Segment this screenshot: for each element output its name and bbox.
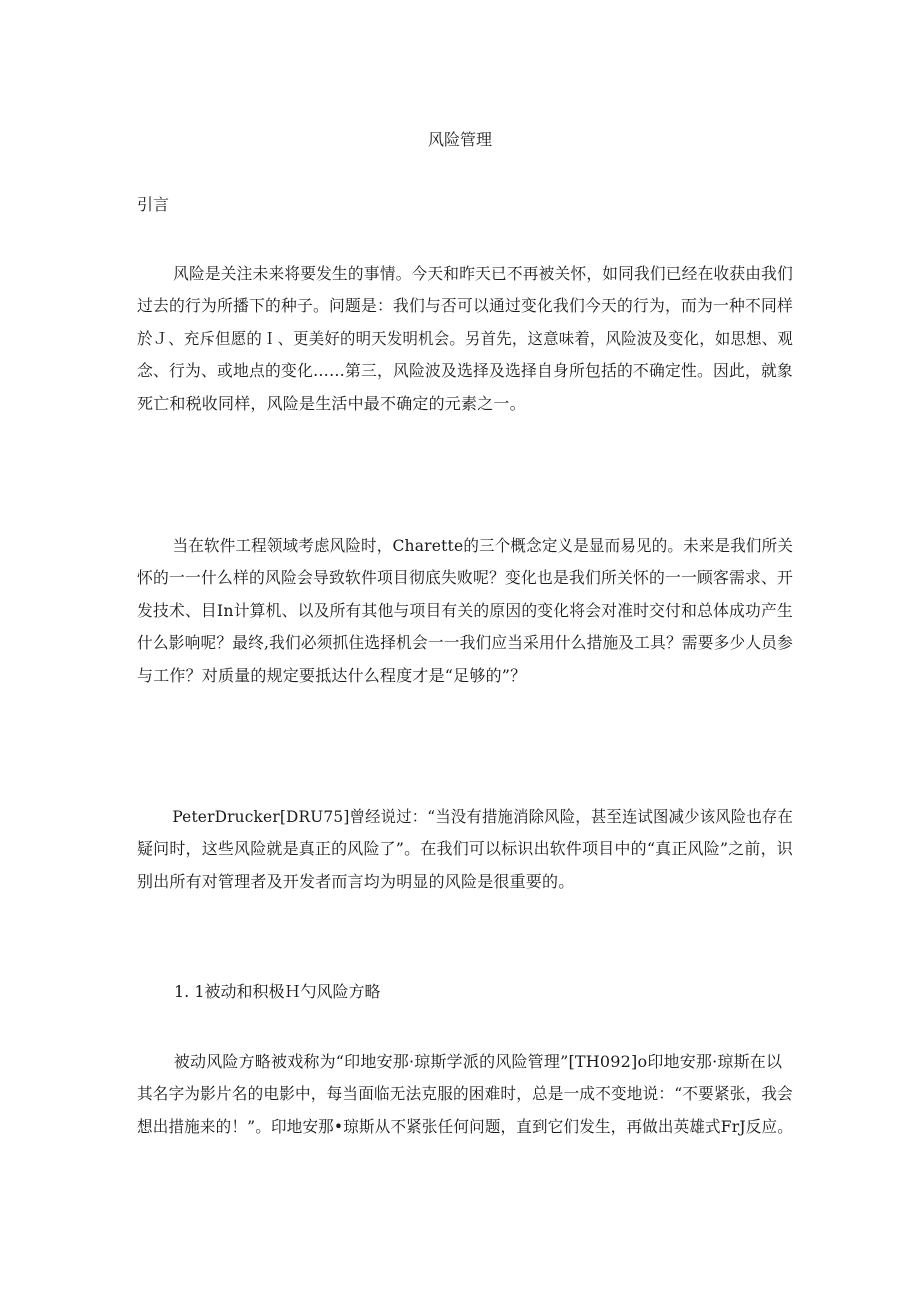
paragraph-line: 其名字为影片名的电影中，每当面临无法克服的困难时，总是一成不变地说：“不要紧张，我会 (137, 1084, 793, 1104)
paragraph-1 (137, 258, 793, 420)
paragraph-line: PeterDrucker[DRU75]曾经说过：“当没有措施消除风险，甚至连试图减少该风险也存在 (172, 807, 794, 826)
paragraph-line: 疑问时，这些风险就是真正的风险了”。在我们可以标识出软件项目中的“真正风险”之前，识 (137, 839, 793, 859)
document-title: 风险管理 (427, 130, 492, 149)
paragraph-line: 别出所有对管理者及开发者而言均为明显的风险是很重要的。 (137, 871, 575, 891)
paragraph-2 (137, 530, 793, 692)
section-heading: 1. 1被动和积极Ｈ勺风险方略 (174, 982, 381, 1001)
paragraph-line: 死亡和税收同样，风险是生活中最不确定的元素之一。 (137, 393, 526, 413)
paragraph-line: 过去的行为所播下的种子。问题是：我们与否可以通过变化我们今天的行为，而为一种不同样 (137, 296, 793, 316)
paragraph-line: 当在软件工程领域考虑风险时，Charette的三个概念定义是显而易见的。未来是我们所关 (172, 536, 794, 555)
paragraph-line: 发技术、目In计算机、以及所有其他与项目有关的原因的变化将会对准时交付和总体成功产生 (137, 600, 793, 620)
paragraph-3 (137, 801, 793, 898)
paragraph-line: 被动风险方略被戏称为“印地安那·琼斯学派的风险管理”[TH092]o印地安那·琼斯在以 (173, 1052, 783, 1071)
paragraph-line: 於Ｊ、充斥但愿的Ｉ、更美好的明天发明机会。另首先，这意味着，风险波及变化，如思想、观 (137, 328, 793, 348)
paragraph-line: 风险是关注未来将要发生的事情。今天和昨天已不再被关怀，如同我们已经在收获由我们 (173, 264, 793, 283)
paragraph-line: 怀的一一什么样的风险会导致软件项目彻底失败呢？变化也是我们所关怀的一一顾客需求、开 (137, 568, 793, 588)
paragraph-line: 想出措施来的！”。印地安那•琼斯从不紧张任何问题，直到它们发生，再做出英雄式FrJ反应。 (137, 1116, 794, 1136)
intro-heading: 引言 (137, 195, 170, 214)
paragraph-line: 念、行为、或地点的变化……第三，风险波及选择及选择自身所包括的不确定性。因此，就象 (137, 361, 793, 381)
paragraph-4 (137, 1046, 793, 1143)
paragraph-line: 与工作？对质量的规定要抵达什么程度才是“足够的”？ (137, 665, 527, 685)
paragraph-line: 什么影响呢？最终,我们必须抓住选择机会一一我们应当采用什么措施及工具？需要多少人员参 (137, 633, 793, 653)
